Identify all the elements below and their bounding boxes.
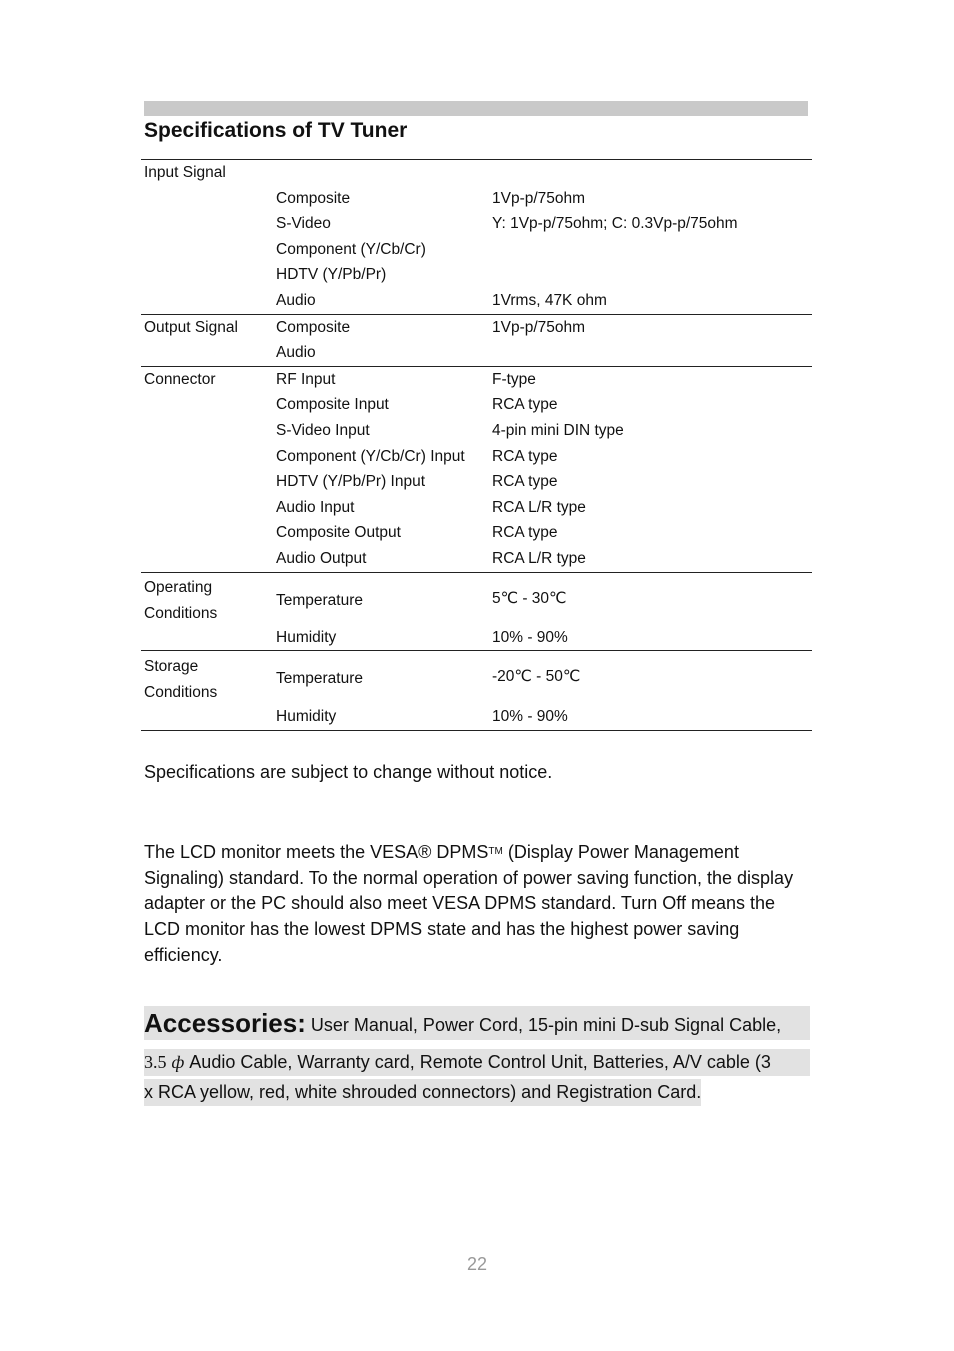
trademark-mark: TM [488, 846, 503, 857]
spec-value: Y: 1Vp-p/75ohm; C: 0.3Vp-p/75ohm [492, 215, 738, 233]
table-row [141, 444, 812, 470]
section-label: Conditions [144, 604, 218, 622]
table-row [141, 288, 812, 314]
spec-item: S-Video Input [276, 421, 370, 439]
section-label: Conditions [144, 684, 218, 702]
spec-item: Composite [276, 189, 351, 207]
table-row [141, 625, 812, 651]
table-row [141, 315, 812, 341]
spec-item: Audio Input [276, 498, 355, 516]
spec-value: 1Vp-p/75ohm [492, 318, 586, 336]
spec-value: F-type [492, 370, 536, 388]
spec-item: Temperature [276, 670, 364, 688]
spec-item: Audio Output [276, 549, 367, 567]
spec-item: Composite [276, 318, 351, 336]
spec-value: RCA type [492, 447, 558, 465]
spec-value: RCA L/R type [492, 498, 586, 516]
table-row [141, 211, 812, 237]
section-label: Operating [144, 578, 213, 596]
diameter-symbol: ф [171, 1052, 185, 1072]
section-label: Connector [144, 370, 216, 388]
spec-section-operating-conditions [141, 572, 812, 651]
spec-item: Humidity [276, 628, 337, 646]
page-number: 22 [466, 1254, 488, 1274]
accessories-line-1 [144, 1006, 810, 1040]
spec-item: Composite Output [276, 524, 401, 542]
table-row [141, 237, 812, 263]
spec-item: HDTV (Y/Pb/Pr) [276, 266, 387, 284]
spec-item: Temperature [276, 591, 364, 609]
page-title: Specifications of TV Tuner [144, 119, 408, 142]
section-label: Input Signal [144, 164, 226, 181]
table-row [141, 704, 812, 730]
table-row [141, 495, 812, 521]
section-header-bar [144, 101, 808, 116]
spec-value: 4-pin mini DIN type [492, 421, 624, 439]
dpms-text-part1: The LCD monitor meets the VESA® DPMS [144, 842, 489, 862]
spec-section-connector [141, 366, 812, 572]
spec-item: Audio [276, 291, 316, 309]
accessories-text: User Manual, Power Cord, 15-pin mini D-sub Signal Cable, [305, 1015, 782, 1035]
table-row [141, 469, 812, 495]
spec-value: RCA type [492, 473, 558, 491]
spec-value: RCA type [492, 524, 558, 542]
spec-value: 10% - 90% [492, 708, 568, 726]
spec-value: 1Vp-p/75ohm [492, 189, 586, 207]
spec-value: 5℃ - 30℃ [492, 589, 567, 607]
spec-item: Component (Y/Cb/Cr) Input [276, 447, 465, 465]
spec-value: 10% - 90% [492, 628, 568, 646]
table-row [141, 262, 812, 288]
table-row [141, 418, 812, 444]
table-row [141, 392, 812, 418]
spec-item: HDTV (Y/Pb/Pr) Input [276, 473, 426, 491]
accessories-line-2 [144, 1049, 810, 1076]
accessories-line-3: x RCA yellow, red, white shrouded connectors) and Registration Card. [144, 1079, 701, 1106]
table-row [141, 160, 812, 186]
jack-size: 3.5 [144, 1052, 167, 1072]
spec-value: 1Vrms, 47K ohm [492, 291, 607, 309]
spec-section-input-signal [141, 159, 812, 314]
spec-table [141, 159, 812, 731]
section-label: Storage [144, 658, 199, 676]
table-row [141, 573, 812, 625]
table-row [141, 651, 812, 704]
table-row [141, 340, 812, 366]
spec-item: RF Input [276, 370, 336, 388]
spec-value: -20℃ - 50℃ [492, 668, 581, 686]
spec-item: Humidity [276, 708, 337, 726]
spec-section-storage-conditions [141, 650, 812, 731]
spec-value: RCA type [492, 396, 558, 414]
spec-section-output-signal [141, 314, 812, 366]
table-row [141, 367, 812, 393]
table-row [141, 520, 812, 546]
spec-item: S-Video [276, 215, 331, 233]
section-label: Output Signal [144, 318, 238, 336]
dpms-paragraph [144, 839, 809, 969]
accessories-heading: Accessories: [144, 1008, 306, 1038]
spec-value: RCA L/R type [492, 549, 586, 567]
spec-item: Audio [276, 344, 316, 362]
spec-notice: Specifications are subject to change without notice. [144, 762, 553, 782]
spec-item: Component (Y/Cb/Cr) [276, 240, 426, 258]
spec-item: Composite Input [276, 396, 389, 414]
table-row [141, 186, 812, 212]
dpms-text-part2: (Display Power Management Signaling) standard. To the normal operation of power saving function, the display adapter or the PC should also meet VESA DPMS standard. Turn Off means the LCD monitor has the lowest DPMS state and has the highest power saving efficiency. [144, 842, 794, 965]
accessories-text: Audio Cable, Warranty card, Remote Control Unit, Batteries, A/V cable (3 [184, 1052, 771, 1072]
table-row [141, 546, 812, 572]
